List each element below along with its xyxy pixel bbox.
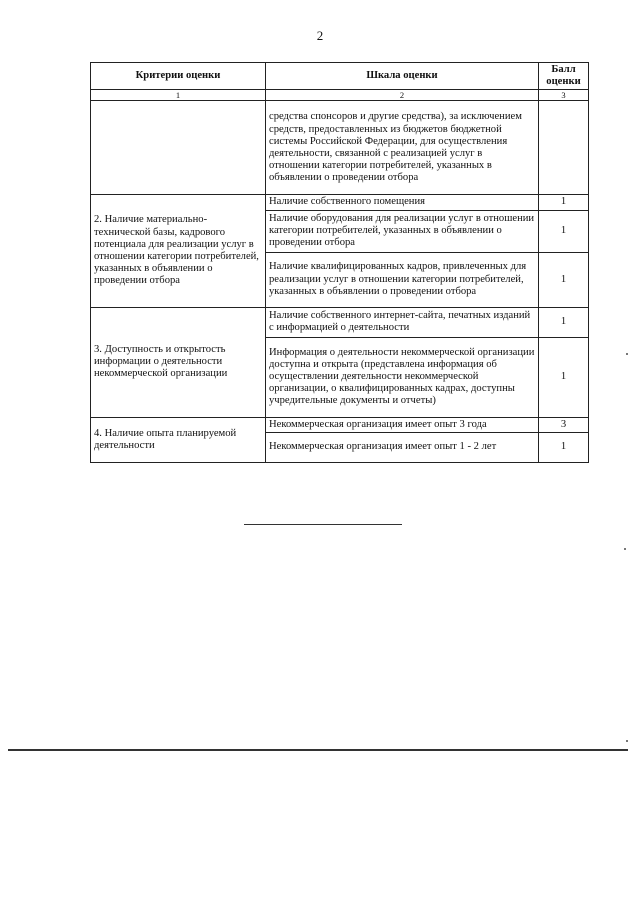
scale-cell: средства спонсоров и другие средства), за исключением средств, предоставленных из бюджетов бюджетной системы Российской Федерации, для осуществления деятельности, связанной с реализацией услуг в отношении категории потребителей, указанных в объявлении о проведении отбора (266, 101, 539, 195)
header-score: Балл оценки (539, 63, 589, 90)
score-cell: 1 (539, 432, 589, 462)
table-row (91, 307, 589, 337)
criterion-cell: 3. Доступность и открытость информации о деятельности некоммерческой организации (91, 307, 266, 417)
scale-cell: Наличие квалифицированных кадров, привлеченных для реализации услуг в отношении категории потребителей, указанных в объявлении о проведении отбора (266, 252, 539, 307)
table-header-row (91, 63, 589, 90)
section-divider (244, 524, 402, 525)
score-cell: 1 (539, 195, 589, 210)
header-criteria: Критерии оценки (91, 63, 266, 90)
page-number: 2 (316, 28, 324, 43)
score-cell: 3 (539, 417, 589, 432)
column-number-row (91, 90, 589, 101)
table-row (91, 417, 589, 432)
scale-cell: Некоммерческая организация имеет опыт 3 года (266, 417, 539, 432)
score-cell (539, 101, 589, 195)
header-scale: Шкала оценки (266, 63, 539, 90)
score-cell: 1 (539, 210, 589, 252)
page-bottom-rule (8, 749, 628, 751)
column-number: 3 (539, 90, 589, 101)
scale-cell: Наличие собственного интернет-сайта, печатных изданий с информацией о деятельности (266, 307, 539, 337)
criterion-cell (91, 101, 266, 195)
table-row (91, 195, 589, 210)
scan-speck (626, 740, 628, 742)
score-cell: 1 (539, 337, 589, 417)
scale-cell: Информация о деятельности некоммерческой организации доступна и открыта (представлена информация об осуществлении деятельности некоммерческой организации, о квалифицированных кадрах, доступны учредительные документы и отчеты) (266, 337, 539, 417)
column-number: 2 (266, 90, 539, 101)
scan-speck (626, 353, 628, 355)
scale-cell: Наличие оборудования для реализации услуг в отношении категории потребителей, указанных в объявлении о проведении отбора (266, 210, 539, 252)
table-row (91, 101, 589, 195)
score-cell: 1 (539, 307, 589, 337)
scan-speck (624, 548, 626, 550)
criterion-cell: 2. Наличие материально-технической базы, кадрового потенциала для реализации услуг в отношении категории потребителей, указанных в объявлении о проведении отбора (91, 195, 266, 307)
criterion-cell: 4. Наличие опыта планируемой деятельности (91, 417, 266, 462)
score-cell: 1 (539, 252, 589, 307)
scale-cell: Наличие собственного помещения (266, 195, 539, 210)
evaluation-criteria-table (90, 62, 589, 463)
column-number: 1 (91, 90, 266, 101)
scale-cell: Некоммерческая организация имеет опыт 1 - 2 лет (266, 432, 539, 462)
